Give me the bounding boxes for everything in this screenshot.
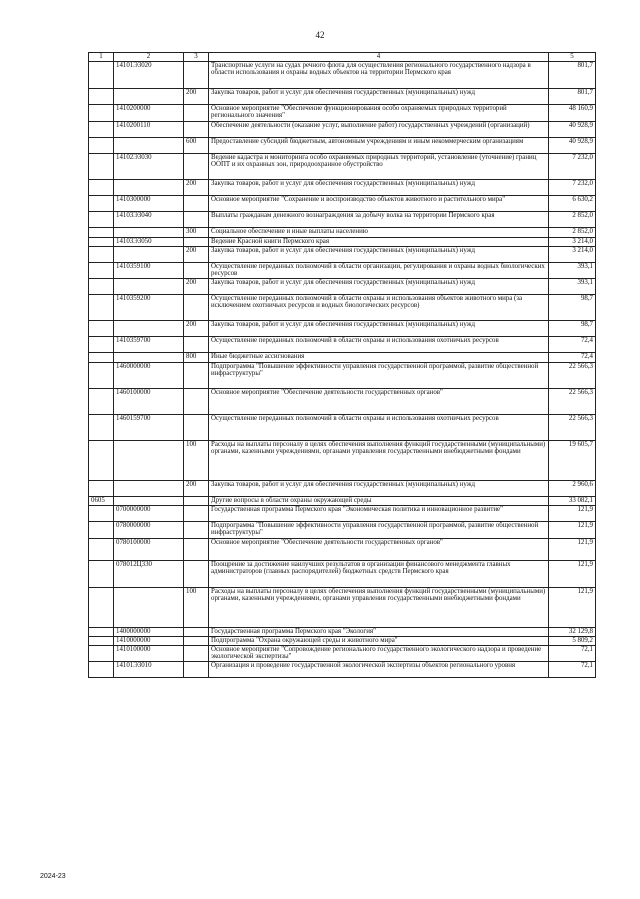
type-cell: [184, 539, 209, 561]
table-row: [89, 389, 596, 415]
type-cell: [184, 637, 209, 646]
amount-cell: 72,4: [549, 353, 596, 363]
code-cell: 1410200110: [114, 122, 184, 138]
amount-cell: 5 809,2: [549, 637, 596, 646]
code-cell: [114, 353, 184, 363]
type-cell: [184, 154, 209, 180]
description-cell: Основное мероприятие "Сопровождение регионального государственного экологического надзора и проведение экологической экспертизы": [209, 646, 549, 662]
table-row: [89, 561, 596, 588]
section-cell: [89, 263, 114, 279]
section-cell: [89, 154, 114, 180]
section-cell: [89, 212, 114, 228]
code-cell: 0700000000: [114, 506, 184, 522]
description-cell: Осуществление переданных полномочий в области охраны и использования охотничьих ресурсов: [209, 337, 549, 353]
section-cell: [89, 238, 114, 247]
code-cell: 1400000000: [114, 628, 184, 637]
table-row: [89, 105, 596, 122]
type-cell: [184, 122, 209, 138]
table-row: [89, 180, 596, 196]
description-cell: Закупка товаров, работ и услуг для обеспечения государственных (муниципальных) нужд: [209, 180, 549, 196]
table-row: [89, 89, 596, 105]
amount-cell: 22 566,3: [549, 363, 596, 389]
table-row: [89, 415, 596, 441]
amount-cell: 3 214,0: [549, 238, 596, 247]
description-cell: Предоставление субсидий бюджетным, автономным учреждениям и иным некоммерческим организациям: [209, 138, 549, 154]
amount-cell: 6 630,2: [549, 196, 596, 212]
table-row: [89, 497, 596, 506]
type-cell: [184, 646, 209, 662]
table-row: [89, 279, 596, 295]
amount-cell: 98,7: [549, 295, 596, 321]
table-row: [89, 247, 596, 263]
section-cell: [89, 561, 114, 588]
table-row: [89, 122, 596, 138]
table-row: [89, 321, 596, 337]
page-number: 42: [315, 30, 325, 40]
description-cell: Другие вопросы в области охраны окружающей среды: [209, 497, 549, 506]
amount-cell: 2 852,0: [549, 228, 596, 238]
code-cell: 14103Э3040: [114, 212, 184, 228]
description-cell: Ведение Красной книги Пермского края: [209, 238, 549, 247]
code-cell: [114, 441, 184, 481]
table-row: [89, 588, 596, 628]
description-cell: Транспортные услуги на судах речного флота для осуществления регионального государственного надзора в области использования и охраны водных объектов на территории Пермского края: [209, 62, 549, 89]
type-cell: [184, 363, 209, 389]
type-cell: [184, 337, 209, 353]
section-cell: [89, 637, 114, 646]
description-cell: Государственная программа Пермского края "Экология": [209, 628, 549, 637]
table-row: [89, 662, 596, 678]
code-cell: [114, 321, 184, 337]
amount-cell: 32 129,8: [549, 628, 596, 637]
table-row: [89, 646, 596, 662]
type-cell: [184, 212, 209, 228]
code-cell: 14103Э3050: [114, 238, 184, 247]
type-cell: [184, 389, 209, 415]
type-cell: [184, 295, 209, 321]
description-cell: Закупка товаров, работ и услуг для обеспечения государственных (муниципальных) нужд: [209, 481, 549, 497]
amount-cell: 7 232,0: [549, 180, 596, 196]
code-cell: 1460159700: [114, 415, 184, 441]
amount-cell: 3 214,0: [549, 247, 596, 263]
type-cell: 200: [184, 89, 209, 105]
type-cell: [184, 522, 209, 539]
type-cell: 100: [184, 588, 209, 628]
amount-cell: 121,9: [549, 539, 596, 561]
table-row: [89, 228, 596, 238]
code-cell: 14101Э3010: [114, 662, 184, 678]
footer-code: 2024-23: [40, 873, 66, 880]
code-cell: 1460000000: [114, 363, 184, 389]
type-cell: 200: [184, 321, 209, 337]
description-cell: Закупка товаров, работ и услуг для обеспечения государственных (муниципальных) нужд: [209, 89, 549, 105]
table-row: [89, 295, 596, 321]
code-cell: [114, 228, 184, 238]
section-cell: [89, 105, 114, 122]
type-cell: 200: [184, 247, 209, 263]
description-cell: Ведение кадастра и мониторинга особо охраняемых природных территорий, установление (уточнение) границ ООПТ и их охранных зон, природоохранное обустройство: [209, 154, 549, 180]
code-cell: [114, 247, 184, 263]
section-cell: [89, 588, 114, 628]
table-row: [89, 353, 596, 363]
header-row: [89, 53, 596, 62]
type-cell: [184, 263, 209, 279]
section-cell: [89, 138, 114, 154]
table-row: [89, 337, 596, 353]
description-cell: Расходы на выплаты персоналу в целях обеспечения выполнения функций государственными (муниципальными) органами, казенными учреждениями, органами управления государственными внебюджетными фондами: [209, 441, 549, 481]
table-row: [89, 539, 596, 561]
description-cell: Организация и проведение государственной экологической экспертизы объектов регионального уровня: [209, 662, 549, 678]
type-cell: 300: [184, 228, 209, 238]
code-cell: 078012Ц330: [114, 561, 184, 588]
code-cell: 0780100000: [114, 539, 184, 561]
amount-cell: 801,7: [549, 62, 596, 89]
table-row: [89, 154, 596, 180]
section-cell: [89, 389, 114, 415]
code-cell: 1410000000: [114, 637, 184, 646]
table-row: [89, 441, 596, 481]
amount-cell: 19 605,7: [549, 441, 596, 481]
table-row: [89, 637, 596, 646]
code-cell: [114, 89, 184, 105]
section-cell: [89, 662, 114, 678]
description-cell: Закупка товаров, работ и услуг для обеспечения государственных (муниципальных) нужд: [209, 247, 549, 263]
description-cell: Обеспечение деятельности (оказание услуг, выполнение работ) государственных учреждений (организаций): [209, 122, 549, 138]
description-cell: Основное мероприятие "Сохранение и воспроизводство объектов животного и растительного мира": [209, 196, 549, 212]
section-cell: [89, 628, 114, 637]
code-cell: 1410359100: [114, 263, 184, 279]
section-cell: [89, 646, 114, 662]
description-cell: Подпрограмма "Повышение эффективности управления государственной программой, развитие общественной инфраструктуры": [209, 363, 549, 389]
table-row: [89, 138, 596, 154]
type-cell: [184, 105, 209, 122]
table-row: [89, 481, 596, 497]
description-cell: Основное мероприятие "Обеспечение деятельности государственных органов": [209, 539, 549, 561]
code-cell: [114, 138, 184, 154]
description-cell: Осуществление переданных полномочий в области охраны и использования объектов животного мира (за исключением охотничьих ресурсов и водных биологических ресурсов): [209, 295, 549, 321]
section-cell: [89, 228, 114, 238]
description-cell: Осуществление переданных полномочий в области охраны и использования охотничьих ресурсов: [209, 415, 549, 441]
section-cell: [89, 506, 114, 522]
type-cell: [184, 628, 209, 637]
code-cell: [114, 481, 184, 497]
amount-cell: 72,1: [549, 662, 596, 678]
header-col-type: 3: [184, 53, 209, 62]
code-cell: [114, 497, 184, 506]
code-cell: 0780000000: [114, 522, 184, 539]
amount-cell: 121,9: [549, 506, 596, 522]
header-col-code: 2: [114, 53, 184, 62]
amount-cell: 121,9: [549, 522, 596, 539]
amount-cell: 22 566,3: [549, 389, 596, 415]
description-cell: Расходы на выплаты персоналу в целях обеспечения выполнения функций государственными (муниципальными) органами, казенными учреждениями, органами управления государственными внебюджетными фондами: [209, 588, 549, 628]
type-cell: 800: [184, 353, 209, 363]
header-col-description: 4: [209, 53, 549, 62]
table-body: [89, 62, 596, 678]
amount-cell: 72,1: [549, 646, 596, 662]
type-cell: [184, 238, 209, 247]
table-header: [89, 53, 596, 62]
section-cell: [89, 295, 114, 321]
description-cell: Закупка товаров, работ и услуг для обеспечения государственных (муниципальных) нужд: [209, 279, 549, 295]
type-cell: [184, 497, 209, 506]
section-cell: [89, 353, 114, 363]
code-cell: 1410359700: [114, 337, 184, 353]
section-cell: [89, 321, 114, 337]
description-cell: Основное мероприятие "Обеспечение функционирования особо охраняемых природных территорий регионального значения": [209, 105, 549, 122]
amount-cell: 2 852,0: [549, 212, 596, 228]
section-cell: [89, 522, 114, 539]
code-cell: [114, 588, 184, 628]
description-cell: Подпрограмма "Повышение эффективности управления государственной программой, развитие общественной инфраструктуры": [209, 522, 549, 539]
section-cell: [89, 122, 114, 138]
code-cell: 1410300000: [114, 196, 184, 212]
description-cell: Закупка товаров, работ и услуг для обеспечения государственных (муниципальных) нужд: [209, 321, 549, 337]
type-cell: [184, 415, 209, 441]
section-cell: [89, 89, 114, 105]
code-cell: 1410200000: [114, 105, 184, 122]
header-col-amount: 5: [549, 53, 596, 62]
amount-cell: 72,4: [549, 337, 596, 353]
table-row: [89, 196, 596, 212]
code-cell: 1410100000: [114, 646, 184, 662]
table-row: [89, 62, 596, 89]
code-cell: 1410359200: [114, 295, 184, 321]
section-cell: 0605: [89, 497, 114, 506]
budget-table: [88, 52, 596, 678]
amount-cell: 121,9: [549, 588, 596, 628]
table-row: [89, 506, 596, 522]
code-cell: [114, 279, 184, 295]
amount-cell: 393,1: [549, 263, 596, 279]
type-cell: 200: [184, 279, 209, 295]
code-cell: 1460100000: [114, 389, 184, 415]
amount-cell: 98,7: [549, 321, 596, 337]
type-cell: 100: [184, 441, 209, 481]
section-cell: [89, 196, 114, 212]
code-cell: 14101Э3020: [114, 62, 184, 89]
amount-cell: 33 082,1: [549, 497, 596, 506]
amount-cell: 2 960,6: [549, 481, 596, 497]
section-cell: [89, 247, 114, 263]
type-cell: 200: [184, 180, 209, 196]
table-row: [89, 628, 596, 637]
code-cell: [114, 180, 184, 196]
section-cell: [89, 481, 114, 497]
amount-cell: 801,7: [549, 89, 596, 105]
table-row: [89, 263, 596, 279]
table-row: [89, 363, 596, 389]
type-cell: [184, 662, 209, 678]
table-row: [89, 238, 596, 247]
description-cell: Поощрение за достижение наилучших результатов в организации финансового менеджмента главных администраторов (главных распорядителей) бюджетных средств Пермского края: [209, 561, 549, 588]
amount-cell: 40 928,9: [549, 122, 596, 138]
amount-cell: 48 160,9: [549, 105, 596, 122]
section-cell: [89, 539, 114, 561]
description-cell: Основное мероприятие "Обеспечение деятельности государственных органов": [209, 389, 549, 415]
amount-cell: 393,1: [549, 279, 596, 295]
section-cell: [89, 180, 114, 196]
amount-cell: 121,9: [549, 561, 596, 588]
type-cell: [184, 506, 209, 522]
table-row: [89, 522, 596, 539]
description-cell: Выплаты гражданам денежного вознаграждения за добычу волка на территории Пермского края: [209, 212, 549, 228]
table-row: [89, 212, 596, 228]
description-cell: Иные бюджетные ассигнования: [209, 353, 549, 363]
header-col-section: 1: [89, 53, 114, 62]
type-cell: [184, 561, 209, 588]
description-cell: Подпрограмма "Охрана окружающей среды и животного мира": [209, 637, 549, 646]
section-cell: [89, 441, 114, 481]
description-cell: Государственная программа Пермского края "Экономическая политика и инновационное развитие": [209, 506, 549, 522]
section-cell: [89, 363, 114, 389]
code-cell: 14102Э3030: [114, 154, 184, 180]
type-cell: 200: [184, 481, 209, 497]
amount-cell: 40 928,9: [549, 138, 596, 154]
section-cell: [89, 415, 114, 441]
section-cell: [89, 62, 114, 89]
description-cell: Социальное обеспечение и иные выплаты населению: [209, 228, 549, 238]
section-cell: [89, 337, 114, 353]
amount-cell: 7 232,0: [549, 154, 596, 180]
amount-cell: 22 566,3: [549, 415, 596, 441]
type-cell: [184, 196, 209, 212]
type-cell: 600: [184, 138, 209, 154]
description-cell: Осуществление переданных полномочий в области организации, регулирования и охраны водных биологических ресурсов: [209, 263, 549, 279]
section-cell: [89, 279, 114, 295]
type-cell: [184, 62, 209, 89]
